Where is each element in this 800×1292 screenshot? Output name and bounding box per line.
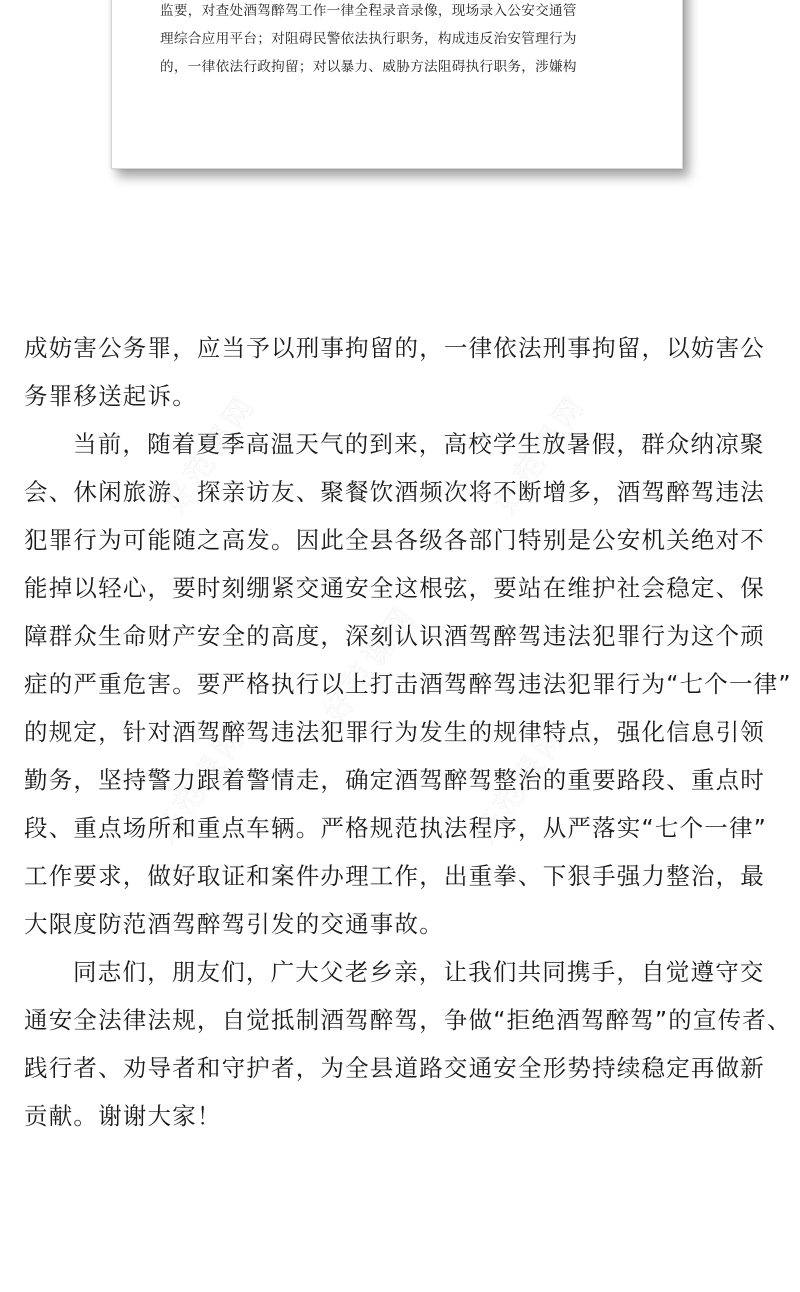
body-line: 症的严重危害。要严格执行以上打击酒驾醉驾违法犯罪行为“七个一律”	[24, 670, 792, 698]
watermark: 好范课网	[157, 388, 265, 520]
body-line: 的规定，针对酒驾醉驾违法犯罪行为发生的规律特点，强化信息引领	[24, 718, 765, 746]
body-line: 通安全法律法规，自觉抵制酒驾醉驾，争做“拒绝酒驾醉驾”的宣传者、	[24, 1006, 792, 1034]
body-line: 贡献。谢谢大家！	[24, 1102, 222, 1130]
body-line: 工作要求，做好取证和案件办理工作，出重拳、下狠手强力整治，最	[24, 862, 765, 890]
page-preview-text	[160, 0, 644, 81]
body-line: 大限度防范酒驾醉驾引发的交通事故。	[24, 910, 444, 938]
body-line: 段、重点场所和重点车辆。严格规范执法程序，从严落实“七个一律”	[24, 814, 768, 842]
body-line: 犯罪行为可能随之高发。因此全县各级各部门特别是公安机关绝对不	[24, 526, 765, 554]
paragraph-start-line: 同志们，朋友们，广大父老乡亲，让我们共同携手，自觉遵守交	[73, 958, 765, 986]
document-page-preview	[111, 0, 683, 169]
body-line: 践行者、劝导者和守护者，为全县道路交通安全形势持续稳定再做新	[24, 1054, 765, 1082]
body-line: 成妨害公务罪，应当予以刑事拘留的，一律依法刑事拘留，以妨害公	[24, 334, 765, 362]
watermark: 好范课网	[487, 388, 595, 520]
body-line: 会、休闲旅游、探亲访友、聚餐饮酒频次将不断增多，酒驾醉驾违法	[24, 478, 765, 506]
watermark: 好范课网	[147, 718, 255, 850]
watermark: 好范课网	[467, 718, 575, 850]
body-line: 能掉以轻心，要时刻绷紧交通安全这根弦，要站在维护社会稳定、保	[24, 574, 765, 602]
paragraph-start-line: 当前，随着夏季高温天气的到来，高校学生放暑假，群众纳凉聚	[73, 430, 765, 458]
body-line: 障群众生命财产安全的高度，深刻认识酒驾醉驾违法犯罪行为这个顽	[24, 622, 765, 650]
card-text-line: 理综合应用平台；对阻碍民警依法执行职务，构成违反治安管理行为	[160, 31, 577, 47]
watermark: 好范课网	[317, 598, 425, 730]
document-body	[24, 324, 792, 1140]
card-text-line: 的，一律依法行政拘留；对以暴力、威胁方法阻碍执行职务，涉嫌构	[160, 59, 577, 75]
body-line: 务罪移送起诉。	[24, 382, 197, 410]
card-text-line: 监要，对查处酒驾醉驾工作一律全程录音录像，现场录入公安交通管	[160, 3, 577, 19]
body-line: 勤务，坚持警力跟着警情走，确定酒驾醉驾整治的重要路段、重点时	[24, 766, 765, 794]
